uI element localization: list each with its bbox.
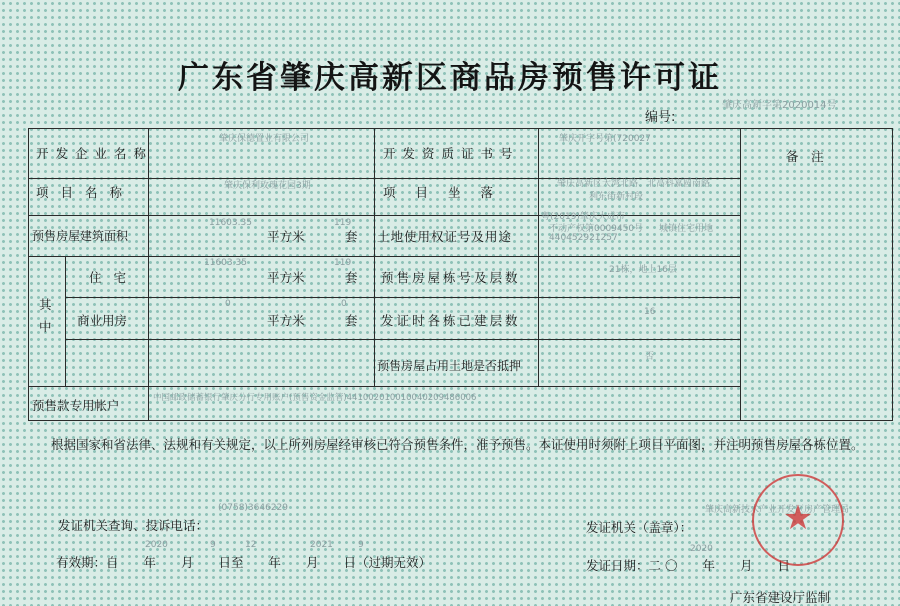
area-residential-value: 11603.35 bbox=[204, 258, 247, 268]
approval-notice: 根据国家和省法律、法规和有关规定，以上所列房屋经审核已符合预售条件，准予预售。本证使用时须附上项目平面图，并注明预售房屋各栋位置。 bbox=[51, 437, 864, 452]
developer-label: 开发企业名称 bbox=[36, 146, 154, 161]
validity-to-month: 9 bbox=[358, 540, 364, 550]
remarks-label: 备 注 bbox=[786, 149, 824, 164]
contact-label: 发证机关查询、投诉电话： bbox=[58, 518, 209, 533]
printed-by: 广东省建设厅监制 bbox=[730, 590, 831, 605]
row-divider bbox=[29, 386, 740, 387]
col-divider bbox=[148, 129, 149, 421]
col-divider bbox=[538, 129, 539, 386]
units-total-value: 119 bbox=[334, 218, 352, 228]
col-divider bbox=[374, 129, 375, 386]
land-cert-label: 土地使用权证号及用途 bbox=[377, 229, 513, 244]
validity-from-year: 2020 bbox=[145, 540, 168, 550]
residential-label: 住宅 bbox=[89, 270, 139, 285]
buildings-value: 21栋，地上16层 bbox=[609, 265, 677, 275]
sqm-unit: 平方米 bbox=[267, 229, 305, 244]
col-divider bbox=[65, 256, 66, 386]
issue-year-value: 2020 bbox=[690, 544, 713, 554]
row-divider bbox=[29, 256, 740, 257]
qualification-value: 肇庆开字号第(720027 bbox=[559, 134, 651, 144]
row-divider bbox=[65, 339, 740, 340]
official-seal bbox=[752, 474, 844, 566]
validity-label: 有效期：自 年 月 日至 年 月 日（过期无效） bbox=[56, 555, 432, 570]
sqm-unit: 平方米 bbox=[267, 313, 305, 328]
units-unit: 套 bbox=[345, 270, 358, 285]
units-unit: 套 bbox=[345, 229, 358, 244]
qualification-label: 开发资质证书号 bbox=[383, 146, 520, 161]
certificate-table bbox=[28, 128, 893, 421]
presale-buildings-label: 预售房屋栋号及层数 bbox=[381, 270, 521, 285]
escrow-value: 中国邮政储蓄银行肇庆分行专用账户(预售资金监管)441002010010040209486006 bbox=[153, 393, 477, 403]
validity-to-year: 2021 bbox=[310, 540, 333, 550]
land-use-value: 城镇住宅用地 bbox=[659, 224, 714, 234]
issuer-label: 发证机关（盖章）： bbox=[586, 520, 693, 535]
floors-built-value: 16 bbox=[644, 307, 656, 317]
area-total-value: 11603.35 bbox=[209, 218, 252, 228]
project-name-value: 肇庆保利玫瑰花园3期 bbox=[224, 181, 311, 191]
mortgage-value: 否 bbox=[645, 352, 655, 362]
mortgage-label: 预售房屋占用土地是否抵押 bbox=[377, 359, 522, 373]
project-name-label: 项目名称 bbox=[36, 185, 135, 200]
built-floors-label: 发证时各栋已建层数 bbox=[381, 313, 521, 328]
location-value-1: 肇庆高新区大湾北路、北高科嘉圆南路 bbox=[557, 179, 711, 189]
escrow-label: 预售款专用帐户 bbox=[32, 398, 120, 413]
location-value-2: 利东街新村段 bbox=[589, 192, 644, 202]
certificate-title: 广东省肇庆高新区商品房预售许可证 bbox=[178, 60, 722, 96]
col-divider bbox=[740, 129, 741, 421]
land-cert-value-2: 不动产权第0009450号 bbox=[549, 224, 644, 234]
row-divider bbox=[65, 297, 740, 298]
validity-from-day: 12 bbox=[245, 540, 257, 550]
issue-date-label: 发证日期：二 〇 年 月 日 bbox=[586, 558, 790, 573]
presale-area-label: 预售房屋建筑面积 bbox=[32, 229, 129, 243]
units-commercial-value: 0 bbox=[341, 299, 347, 309]
commercial-label: 商业用房 bbox=[77, 313, 128, 328]
land-cert-value-3: 440452921257 bbox=[549, 233, 618, 243]
sqm-unit: 平方米 bbox=[267, 270, 305, 285]
units-residential-value: 119 bbox=[334, 258, 352, 268]
among-label: 其中 bbox=[39, 297, 52, 334]
land-cert-value-1: 粤(2019)肇庆大成市 bbox=[541, 212, 625, 222]
cert-number-label: 编号: bbox=[645, 110, 676, 125]
row-divider bbox=[29, 215, 740, 216]
units-unit: 套 bbox=[345, 313, 358, 328]
area-commercial-value: 0 bbox=[225, 299, 231, 309]
cert-number-value: 肇庆高新字第2020014号 bbox=[722, 100, 837, 111]
contact-value: (0758)3646229 bbox=[218, 503, 289, 513]
issuer-value: 肇庆高新技术产业开发区房产管理局 bbox=[705, 505, 850, 515]
validity-from-month: 9 bbox=[210, 540, 216, 550]
project-location-label: 项目坐落 bbox=[383, 185, 514, 200]
star-icon: ★ bbox=[782, 498, 814, 538]
developer-value: 肇庆保德置业有限公司 bbox=[219, 134, 310, 144]
